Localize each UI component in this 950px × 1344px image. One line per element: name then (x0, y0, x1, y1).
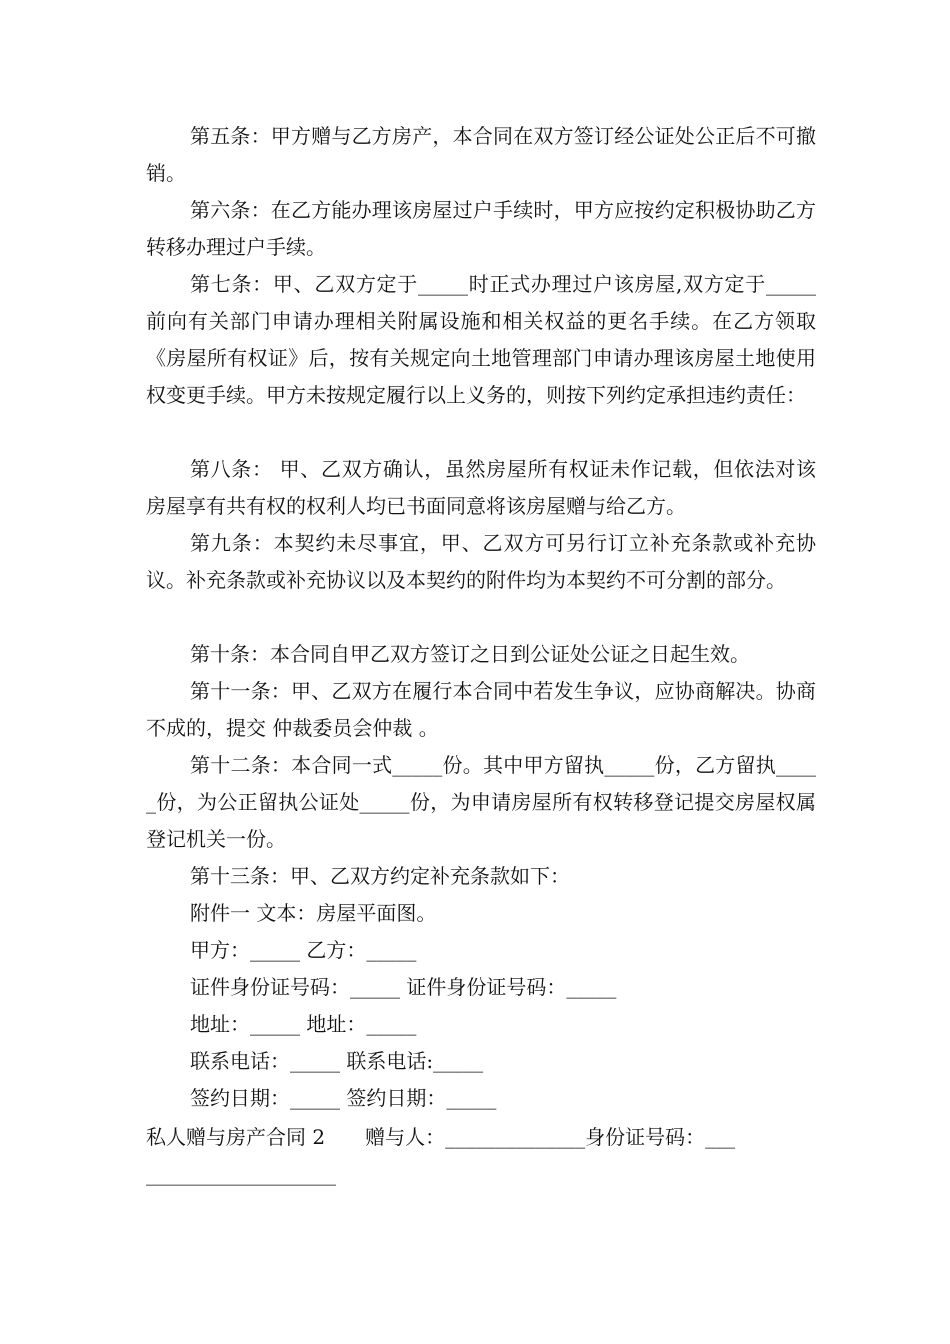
phone-line: 联系电话：_____ 联系电话:_____ (190, 1049, 484, 1073)
address-line: 地址：_____ 地址：_____ (190, 1012, 417, 1036)
clause-5: 第五条：甲方赠与乙方房产，本合同在双方签订经公证处公正后不可撤销。 (146, 124, 816, 185)
clause-8: 第八条： 甲、乙双方确认，虽然房屋所有权证未作记载，但依法对该房屋享有共有权的权利人均已书面同意将该房屋赠与给乙方。 (146, 457, 816, 518)
contract-2-heading: 私人赠与房产合同 2 赠与人：______________身份证号码：___ (146, 1125, 736, 1149)
contract-2-continuation: ___________________ (146, 1162, 336, 1186)
clause-9: 第九条：本契约未尽事宜，甲、乙双方可另行订立补充条款或补充协议。补充条款或补充协议以及本契约的附件均为本契约不可分割的部分。 (146, 531, 816, 592)
clause-10: 第十条：本合同自甲乙双方签订之日到公证处公证之日起生效。 (190, 642, 750, 666)
clause-12: 第十二条：本合同一式_____份。其中甲方留执_____份，乙方留执_____份，为公正留执公证处_____份，为申请房屋所有权转移登记提交房屋权属登记机关一份。 (146, 753, 816, 851)
id-number-line: 证件身份证号码：_____ 证件身份证号码：_____ (190, 975, 617, 999)
sign-date-line: 签约日期：_____ 签约日期：_____ (190, 1086, 497, 1110)
clause-13: 第十三条：甲、乙双方约定补充条款如下： (190, 864, 570, 888)
clause-6: 第六条：在乙方能办理该房屋过户手续时，甲方应按约定积极协助乙方转移办理过户手续。 (146, 198, 816, 259)
clause-7: 第七条：甲、乙双方定于_____时正式办理过户该房屋,双方定于_____前向有关部门申请办理相关附属设施和相关权益的更名手续。在乙方领取《房屋所有权证》后，按有关规定向土地管理部门申请办理该房屋土地使用权变更手续。甲方未按规定履行以上义务的，则按下列约定承担违约责任： (146, 272, 816, 407)
attachment-line: 附件一 文本：房屋平面图。 (190, 901, 437, 925)
clause-11: 第十一条：甲、乙双方在履行本合同中若发生争议，应协商解决。协商不成的，提交 仲裁委员会仲裁 。 (146, 679, 816, 740)
party-line: 甲方：_____ 乙方：_____ (190, 938, 417, 962)
